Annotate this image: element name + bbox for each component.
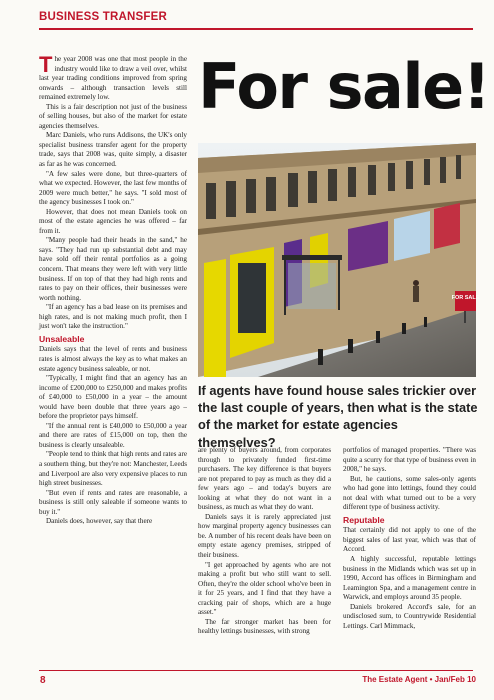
subheading-unsaleable: Unsaleable bbox=[39, 333, 85, 344]
page-number: 8 bbox=[40, 675, 46, 686]
article-paragraph: Daniels says it is rarely appreciated just how marginal property agency businesses can be. A number of his recent deals have been on empty estate agency premises, stripped of their business. bbox=[198, 512, 331, 560]
street-photo bbox=[198, 143, 480, 377]
article-paragraph: are plenty of buyers around, from corporates through to privately funded first-time purchasers. The key difference is that buyers are not prepared to pay as much as they did a few years ago – and today's buyers are looking at what they do not want in a business, as much as what they do want. bbox=[198, 446, 331, 512]
standfirst: If agents have found house sales trickier over the last couple of years, then what is the state of the market for estate agencies themselves? bbox=[198, 383, 478, 450]
article-column-2 bbox=[198, 446, 331, 668]
footer-rule bbox=[39, 670, 473, 671]
publication-footer: The Estate Agent • Jan/Feb 10 bbox=[362, 675, 476, 684]
article-paragraph: A highly successful, reputable lettings business in the Midlands which was set up in 1990, Accord has offices in Birmingham and Leamington Spa, and a management centre in Warwick, and employs around 35 people. bbox=[343, 555, 476, 602]
article-paragraph: "People tend to think that high rents and rates are a southern thing, but they're not: Manchester, Leeds and Liverpool are also very expensive places to run high street businesses. bbox=[39, 450, 187, 488]
article-paragraph: Marc Daniels, who runs Addisons, the UK's only specialist business transfer agent for the property trade, says that 2008 was, quite simply, a disaster as far as he was concerned. bbox=[39, 131, 187, 169]
headline: For sale! bbox=[198, 50, 490, 123]
article-paragraph: "I get approached by agents who are not making a profit but who still want to sell. Often, they're the older school who've been in it for 25 years, and I find that they have a cracking pair of shops, which are a huge asset." bbox=[198, 560, 331, 617]
article-column-1 bbox=[39, 52, 187, 667]
sign-text: FOR SALE bbox=[451, 295, 480, 301]
article-paragraph: However, that does not mean Daniels took on most of the estate agencies he was offered – far from it. bbox=[39, 207, 187, 235]
article-paragraph: "A few sales were done, but three-quarters of what we expected. However, the last few months of 2009 were much better," he says. "I sold most of the agency businesses I took on." bbox=[39, 169, 187, 207]
article-paragraph: The far stronger market has been for healthy lettings businesses, with strong bbox=[198, 617, 331, 636]
article-paragraph: "Many people had their heads in the sand," he says. "They had run up substantial debt and may have sold off their rental portfolios as a going concern. That means they were left with very little business. If on top of that they had high rents and rates to pay on their offices, their businesses were worth nothing. bbox=[39, 236, 187, 302]
article-paragraph: The year 2008 was one that most people in the industry would like to draw a veil over, whilst last year trading conditions improved from spring onwards – although transaction levels still remained extremely low. bbox=[39, 52, 187, 102]
article-paragraph: Daniels brokered Accord's sale, for an undisclosed sum, to Countrywide Residential Lettings. Carl Mimmack, bbox=[343, 602, 476, 630]
article-paragraph: That certainly did not apply to one of the biggest sales of last year, which was that of Accord. bbox=[343, 526, 476, 554]
article-paragraph: This is a fair description not just of the business of selling houses, but also of the market for estate agencies themselves. bbox=[39, 102, 187, 130]
section-rule bbox=[39, 28, 473, 30]
subheading-reputable: Reputable bbox=[343, 514, 385, 525]
article-paragraph: But, he cautions, some sales-only agents who had gone into lettings, found they could not deal with what turned out to be a very different type of business activity. bbox=[343, 474, 476, 512]
article-paragraph: "If the annual rent is £40,000 to £50,000 a year and there are rates of £15,000 on top, then the business is clearly unsaleable. bbox=[39, 421, 187, 449]
article-paragraph: "If an agency has a bad lease on its premises and high rates, and is not making much profit, then I just won't take the instruction." bbox=[39, 303, 187, 331]
article-paragraph: "But even if rents and rates are reasonable, a business is still only saleable if someone wants to buy it." bbox=[39, 488, 187, 516]
article-paragraph: Daniels does, however, say that there bbox=[46, 517, 153, 526]
drop-cap: T bbox=[39, 52, 53, 77]
article-paragraph: "Typically, I might find that an agency has an income of £200,000 to £250,000 and makes profits of £40,000 to £50,000 in a year – the amount would have been double that three years ago – before the proprietor pays himself. bbox=[39, 374, 187, 421]
article-paragraph: portfolios of managed properties. "There was quite a scurry for that type of business even in 2008," he says. bbox=[343, 446, 476, 474]
article-paragraph: Daniels says that the level of rents and business rates is almost always the key as to what makes an estate agency business saleable, or not. bbox=[39, 345, 187, 373]
article-column-3 bbox=[343, 446, 476, 668]
section-label: BUSINESS TRANSFER bbox=[39, 11, 167, 23]
